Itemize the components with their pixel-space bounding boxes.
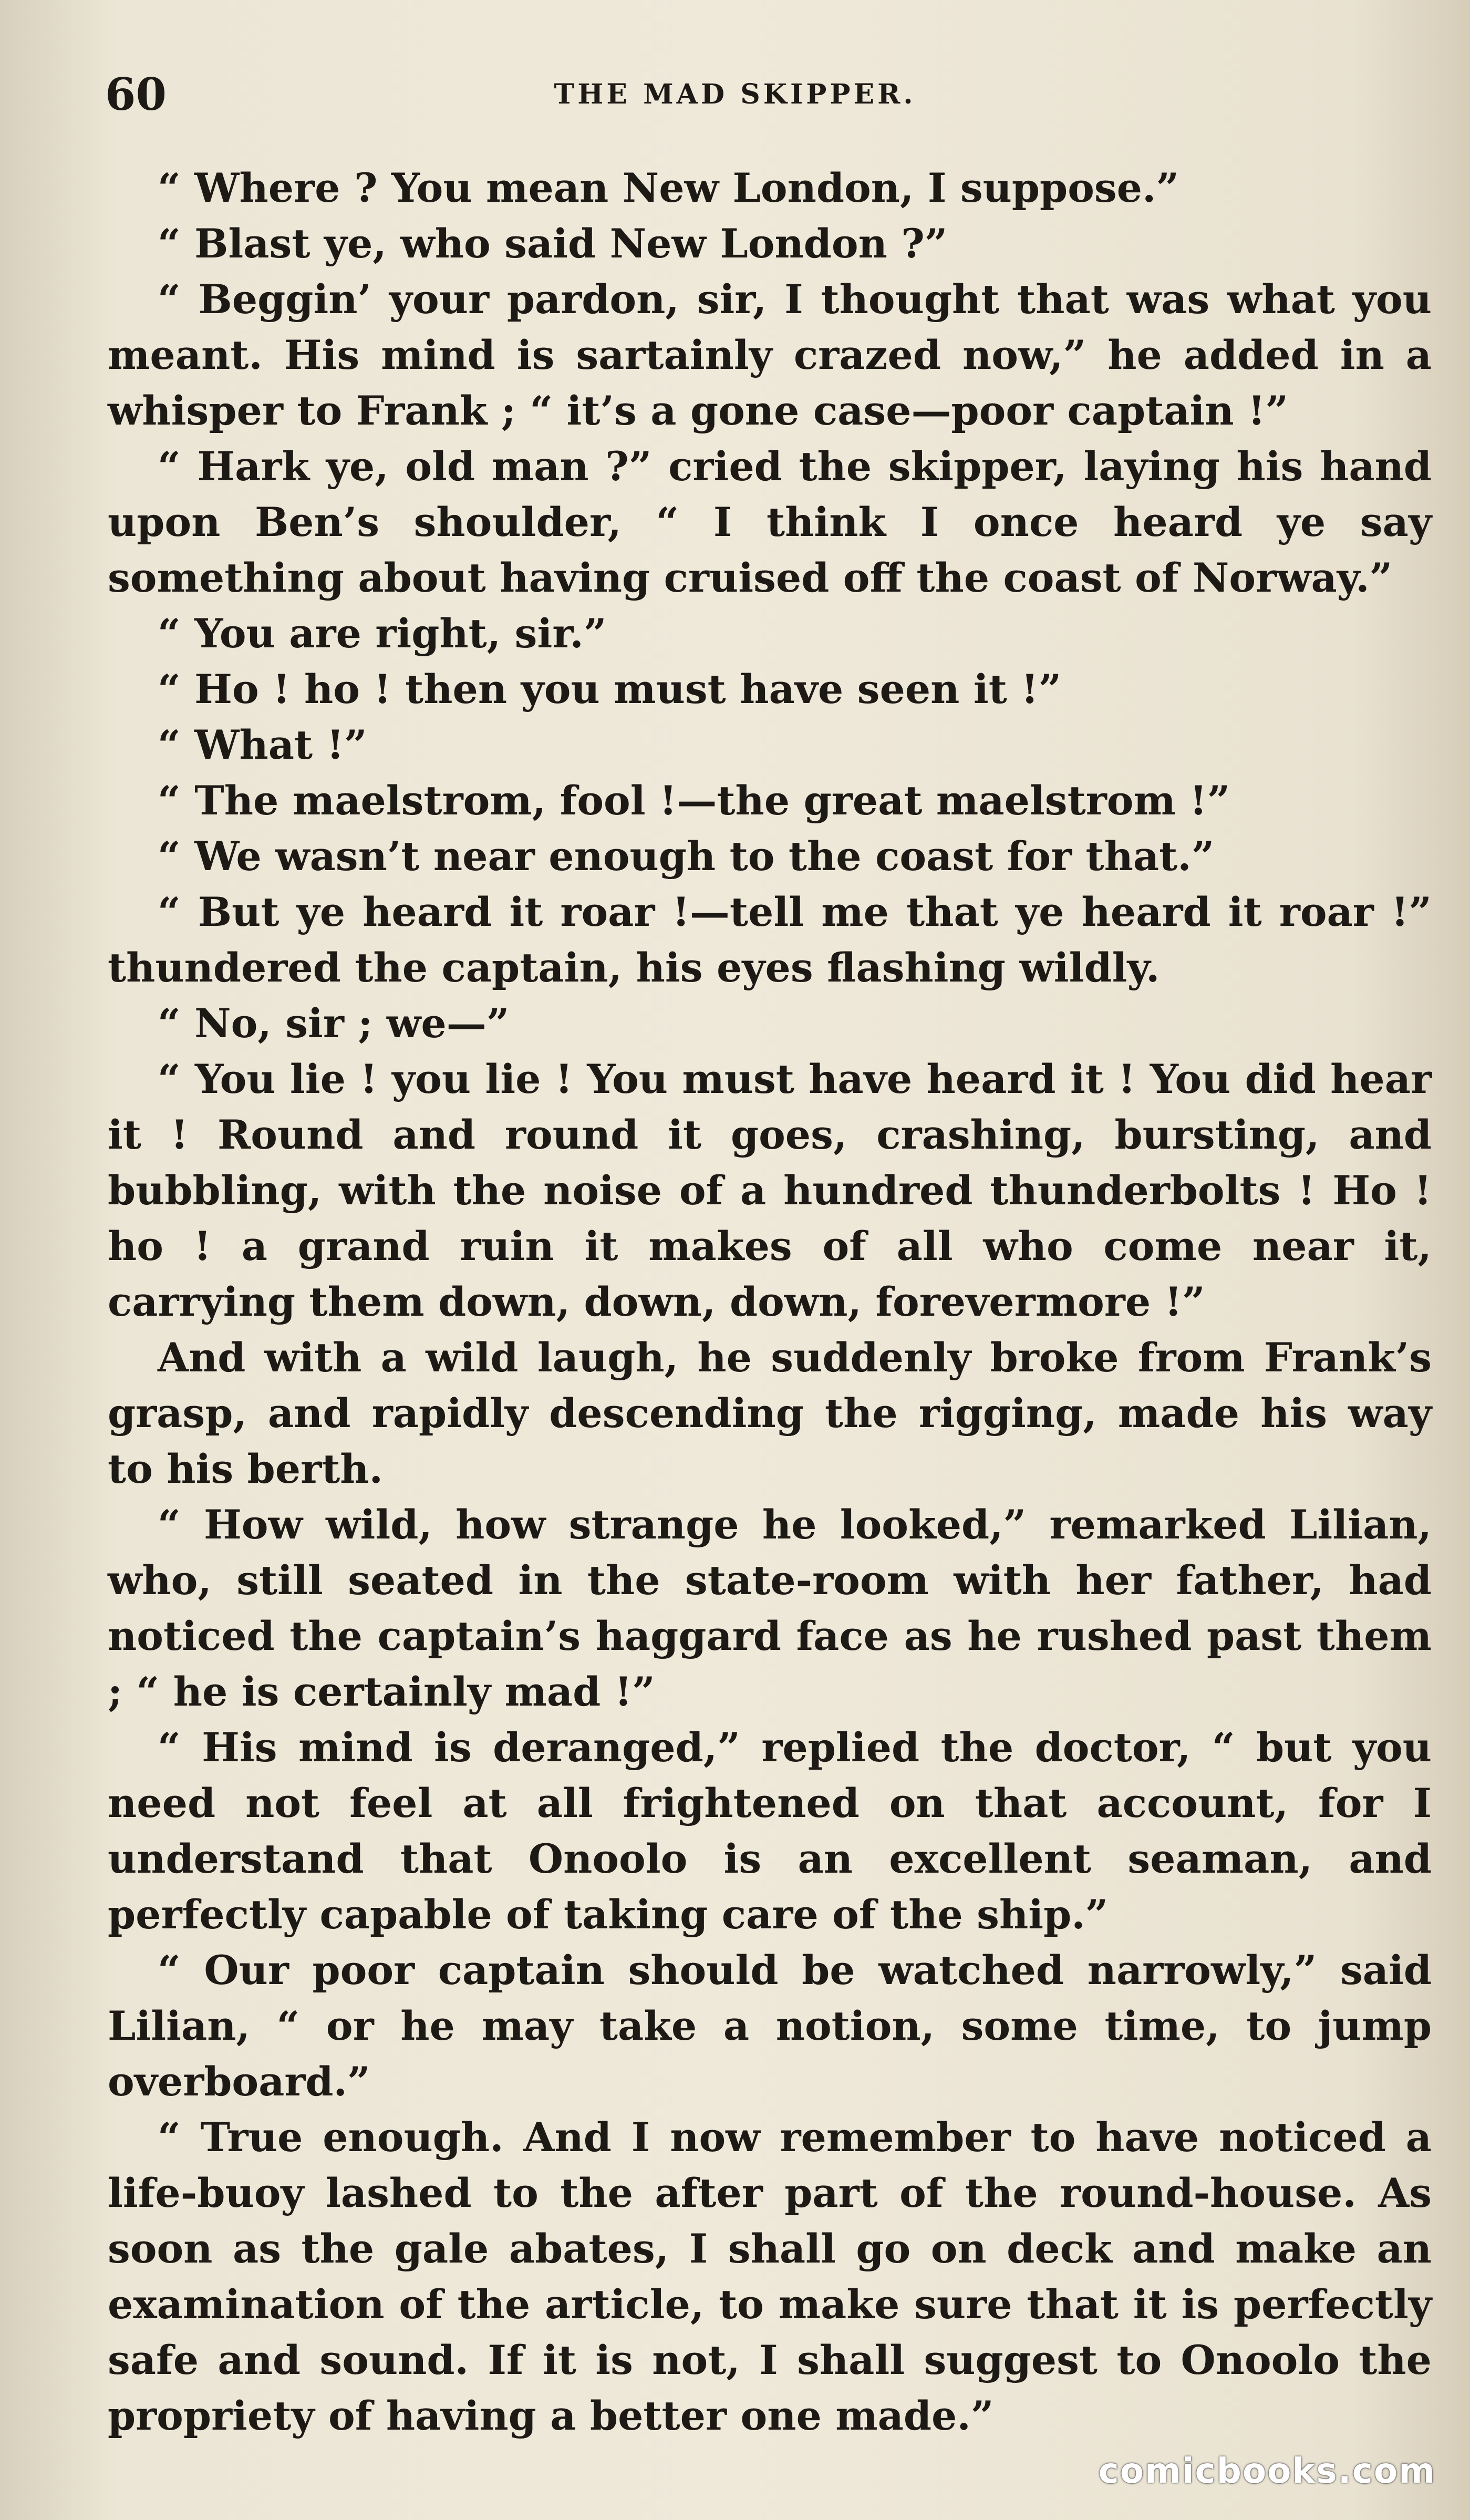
paragraph: “ His mind is deranged,” replied the doctor, “ but you need not feel at all frightened on that account, for I understand that Onoolo is an excellent seaman, and perfectly capable of taking care of the ship.” [108,1724,1432,1938]
paragraph: “ The maelstrom, fool !—the great maelstrom !” [158,777,1230,824]
paragraph: “ Our poor captain should be watched narrowly,” said Lilian, “ or he may take a notion, some time, to jump overboard.” [108,1947,1432,2105]
running-head: THE MAD SKIPPER. [554,78,916,110]
body-text [108,160,1432,2444]
paragraph: “ Where ? You mean New London, I suppose.” [158,164,1179,211]
paragraph: And with a wild laugh, he suddenly broke from Frank’s grasp, and rapidly descending the rigging, made his way to his berth. [108,1334,1432,1492]
paragraph: “ Blast ye, who said New London ?” [158,220,948,267]
paragraph: “ No, sir ; we—” [158,1000,510,1047]
paragraph: “ Hark ye, old man ?” cried the skipper, laying his hand upon Ben’s shoulder, “ I think I once heard ye say something about having cruised off the coast of Norway.” [108,443,1432,601]
paragraph: “ What !” [158,721,367,768]
paragraph: “ Beggin’ your pardon, sir, I thought that was what you meant. His mind is sartainly crazed now,” he added in a whisper to Frank ; “ it’s a gone case—poor captain !” [108,276,1432,434]
paragraph: “ How wild, how strange he looked,” remarked Lilian, who, still seated in the state-room with her father, had noticed the captain’s haggard face as he rushed past them ; “ he is certainly mad !” [108,1501,1432,1715]
paragraph: “ True enough. And I now remember to have noticed a life-buoy lashed to the after part of the round-house. As soon as the gale abates, I shall go on deck and make an examination of the article, to make sure that it is perfectly safe and sound. If it is not, I shall suggest to Onoolo the propriety of having a better one made.” [108,2114,1432,2439]
paragraph: “ Ho ! ho ! then you must have seen it !” [158,666,1062,712]
watermark: comicbooks.com [1098,2451,1436,2491]
page-number: 60 [105,68,167,120]
paragraph: “ We wasn’t near enough to the coast for that.” [158,833,1215,880]
paragraph: “ But ye heard it roar !—tell me that ye heard it roar !” thundered the captain, his eyes flashing wildly. [108,889,1432,991]
paragraph: “ You lie ! you lie ! You must have heard it ! You did hear it ! Round and round it goes, crashing, bursting, and bubbling, with the noise of a hundred thunderbolts ! Ho ! ho ! a grand ruin it makes of all who come near it, carrying them down, down, down, forevermore !” [108,1056,1432,1325]
page-header [105,66,1365,123]
paragraph: “ You are right, sir.” [158,610,607,657]
